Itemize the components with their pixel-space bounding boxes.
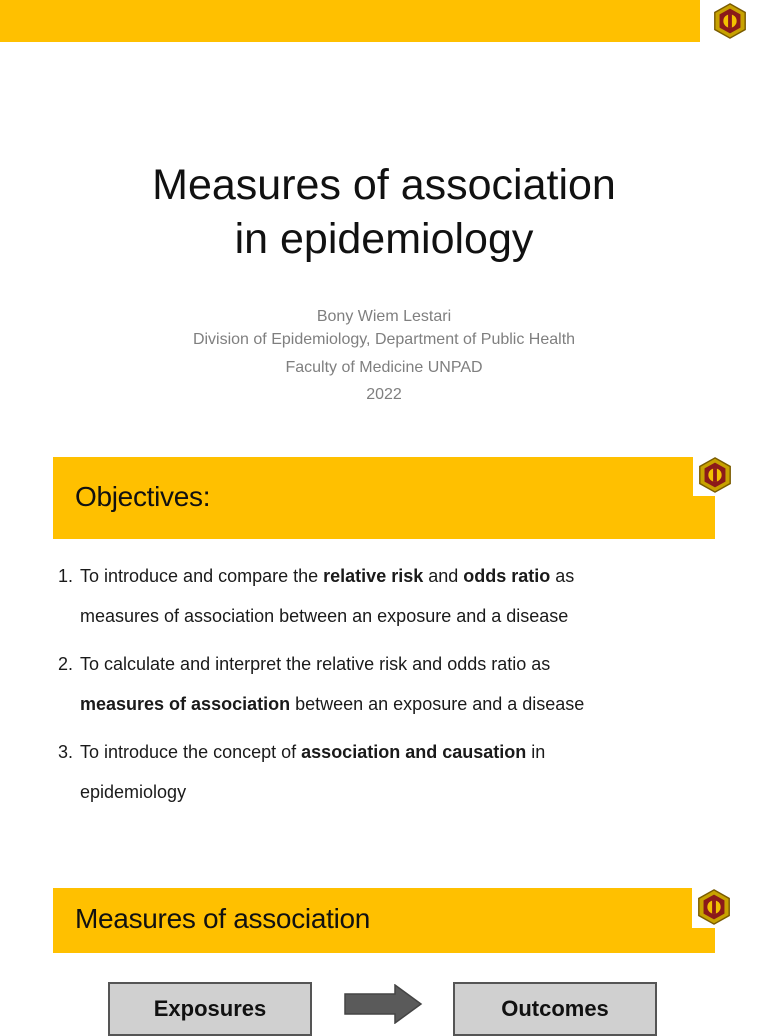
outcomes-label: Outcomes bbox=[501, 996, 609, 1021]
university-crest-icon bbox=[708, 0, 752, 42]
right-arrow-icon bbox=[343, 984, 423, 1024]
item-text: in bbox=[526, 742, 546, 762]
measures-heading: Measures of association bbox=[75, 903, 371, 934]
exposures-label: Exposures bbox=[153, 996, 267, 1021]
objectives-list bbox=[58, 556, 738, 820]
exposures-box bbox=[108, 982, 312, 1036]
item-text: measures of association between an exposure and a disease bbox=[80, 606, 569, 626]
item-text: To introduce the concept of bbox=[80, 742, 302, 762]
bold-term: odds ratio bbox=[463, 566, 551, 586]
university-crest-icon bbox=[693, 454, 737, 496]
objectives-heading: Objectives: bbox=[75, 481, 211, 512]
objectives-header-bar bbox=[53, 457, 715, 539]
list-number: 1. bbox=[58, 566, 74, 586]
faculty-text: Faculty of Medicine UNPAD bbox=[285, 359, 483, 376]
affiliation-text: Division of Epidemiology, Department of Public Health bbox=[192, 331, 576, 348]
bold-term: measures of association bbox=[80, 694, 291, 714]
bold-term: association and causation bbox=[301, 742, 527, 762]
list-number: 3. bbox=[58, 742, 74, 762]
bold-term: relative risk bbox=[323, 566, 424, 586]
title-line-1: Measures of association bbox=[152, 161, 616, 209]
outcomes-box bbox=[453, 982, 657, 1036]
author-name: Bony Wiem Lestari bbox=[316, 308, 452, 325]
list-item bbox=[58, 732, 738, 812]
measures-header-bar bbox=[53, 888, 715, 953]
slide-title bbox=[0, 158, 768, 266]
item-text: To calculate and interpret the relative risk and odds ratio as bbox=[80, 654, 551, 674]
list-item bbox=[58, 556, 738, 636]
item-text: epidemiology bbox=[80, 782, 187, 802]
title-line-2: in epidemiology bbox=[234, 215, 534, 263]
item-text: and bbox=[423, 566, 464, 586]
list-item bbox=[58, 644, 738, 724]
year-text: 2022 bbox=[366, 386, 402, 403]
item-text: To introduce and compare the bbox=[80, 566, 324, 586]
list-number: 2. bbox=[58, 654, 74, 674]
item-text: as bbox=[550, 566, 575, 586]
top-accent-bar bbox=[0, 0, 700, 42]
item-text: between an exposure and a disease bbox=[290, 694, 585, 714]
university-crest-icon bbox=[692, 886, 736, 928]
